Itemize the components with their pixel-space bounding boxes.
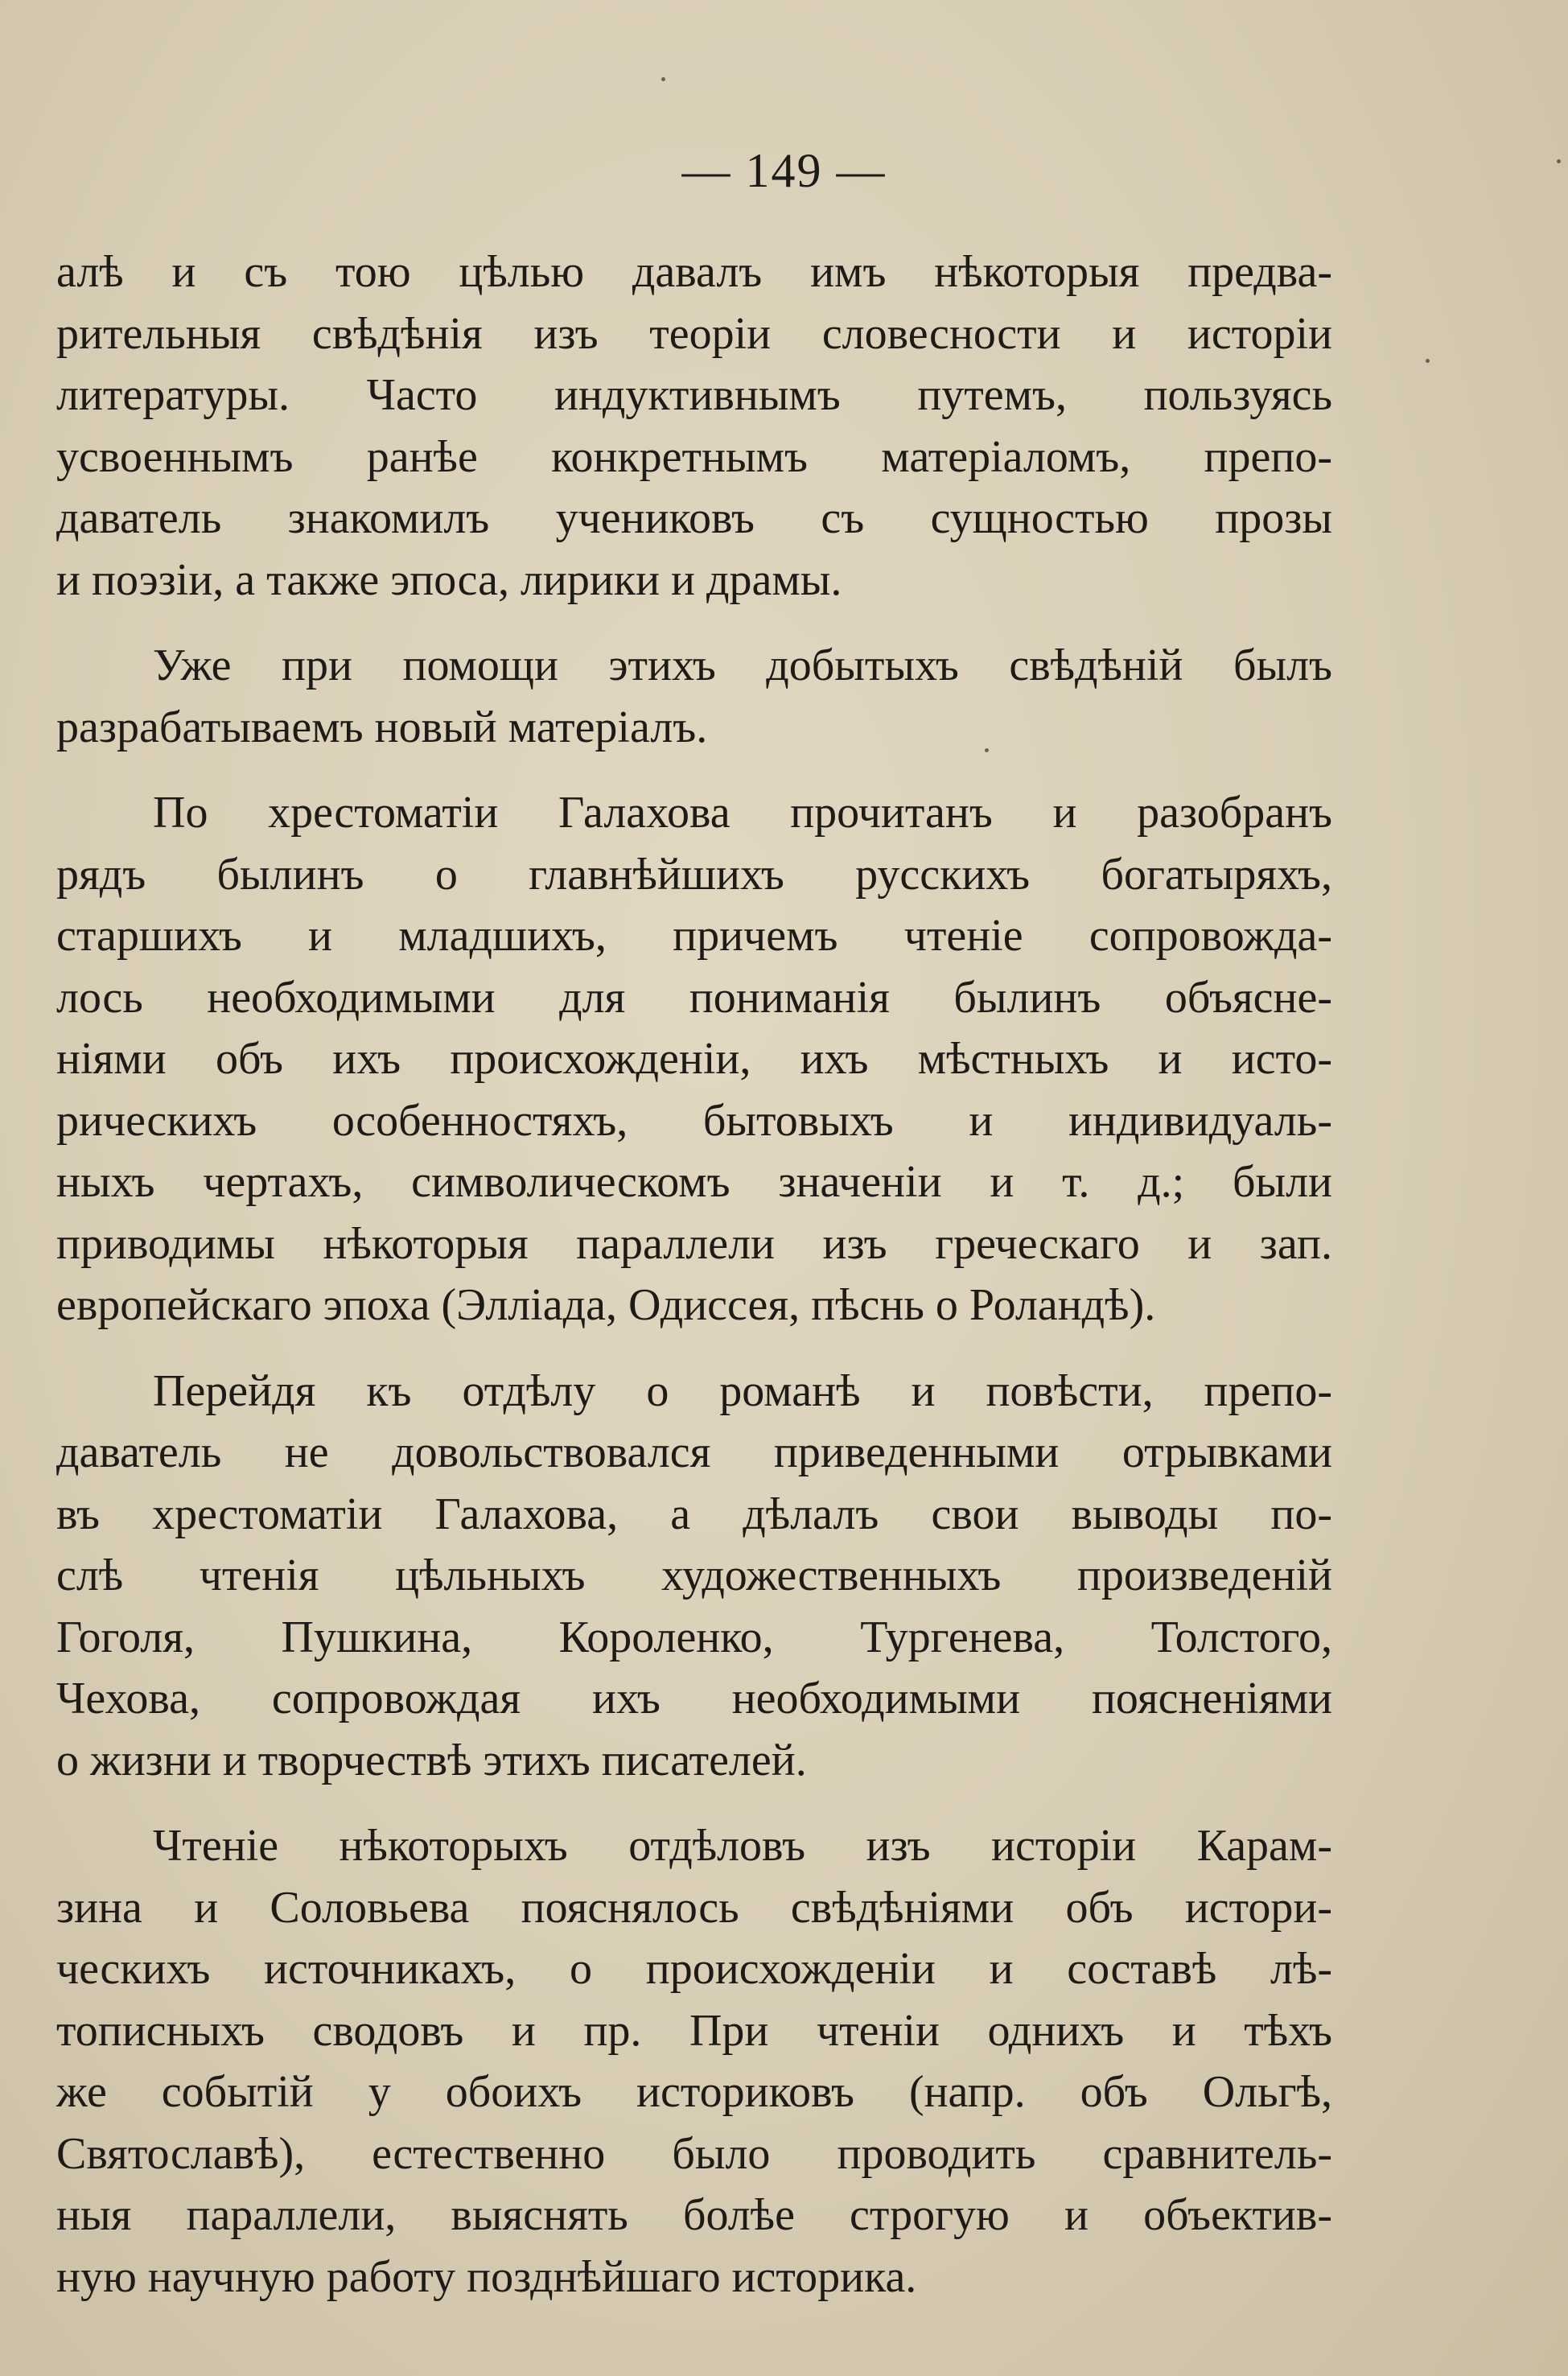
text-line: ныхъ чертахъ, символическомъ значеніи и т. д.; были — [56, 1157, 1332, 1207]
text-line: ческихъ источникахъ, о происхожденіи и составѣ лѣ- — [56, 1944, 1332, 1994]
text-line: зина и Соловьева пояснялось свѣдѣніями объ истори- — [56, 1882, 1332, 1933]
text-line: рительныя свѣдѣнія изъ теоріи словесности и исторіи — [56, 308, 1332, 359]
text-line: даватель не довольствовался приведенными отрывками — [56, 1427, 1332, 1477]
text-line: европейскаго эпоха (Элліада, Одиссея, пѣснь о Роландѣ). — [56, 1280, 1156, 1330]
text-line: ніями объ ихъ происхожденіи, ихъ мѣстныхъ и исто- — [56, 1034, 1332, 1084]
paragraph — [56, 1361, 1332, 1792]
text-line: ныя параллели, выяснять болѣе строгую и объектив- — [56, 2190, 1332, 2240]
text-line: литературы. Часто индуктивнымъ путемъ, пользуясь — [56, 370, 1332, 420]
body-text — [56, 241, 1332, 2332]
paragraph — [56, 782, 1332, 1336]
text-line: тописныхъ сводовъ и пр. При чтеніи однихъ и тѣхъ — [56, 2005, 1332, 2056]
text-line: усвоеннымъ ранѣе конкретнымъ матеріаломъ, препо- — [56, 431, 1332, 482]
paper-speck — [661, 77, 665, 81]
text-line: старшихъ и младшихъ, причемъ чтеніе сопровожда- — [56, 911, 1332, 961]
text-line: Уже при помощи этихъ добытыхъ свѣдѣній былъ — [153, 640, 1332, 690]
paragraph — [56, 635, 1332, 758]
paragraph — [56, 1815, 1332, 2308]
text-line: въ хрестоматіи Галахова, а дѣлалъ свои выводы по- — [56, 1489, 1332, 1539]
text-line: разрабатываемъ новый матеріалъ. — [56, 702, 708, 752]
text-line: Гоголя, Пушкина, Короленко, Тургенева, Толстого, — [56, 1612, 1332, 1662]
text-line: о жизни и творчествѣ этихъ писателей. — [56, 1735, 807, 1785]
paragraph — [56, 241, 1332, 611]
text-line: даватель знакомилъ учениковъ съ сущностью прозы — [56, 493, 1332, 543]
text-line: рическихъ особенностяхъ, бытовыхъ и индивидуаль- — [56, 1095, 1332, 1146]
text-line: же событій у обоихъ историковъ (напр. объ Ольгѣ, — [56, 2067, 1332, 2117]
text-line: Святославѣ), естественно было проводить сравнитель- — [56, 2128, 1332, 2179]
text-line: Чтеніе нѣкоторыхъ отдѣловъ изъ исторіи Карам- — [153, 1821, 1332, 1871]
text-line: алѣ и съ тою цѣлью давалъ имъ нѣкоторыя предва- — [56, 247, 1332, 297]
paper-speck — [1426, 359, 1430, 363]
text-line: приводимы нѣкоторыя параллели изъ греческаго и зап. — [56, 1218, 1332, 1269]
text-line: По хрестоматіи Галахова прочитанъ и разобранъ — [153, 788, 1332, 838]
text-line: ную научную работу позднѣйшаго историка. — [56, 2251, 917, 2302]
text-line: Чехова, сопровождая ихъ необходимыми поясненіями — [56, 1674, 1332, 1723]
text-line: слѣ чтенія цѣльныхъ художественныхъ произведеній — [56, 1550, 1332, 1600]
text-line: рядъ былинъ о главнѣйшихъ русскихъ богатыряхъ, — [56, 849, 1332, 900]
text-line: и поэзіи, а также эпоса, лирики и драмы. — [56, 554, 842, 605]
page-number: — 149 — — [681, 144, 887, 197]
text-line: Перейдя къ отдѣлу о романѣ и повѣсти, препо- — [153, 1365, 1332, 1416]
text-line: лось необходимыми для пониманія былинъ объясне- — [56, 972, 1332, 1023]
